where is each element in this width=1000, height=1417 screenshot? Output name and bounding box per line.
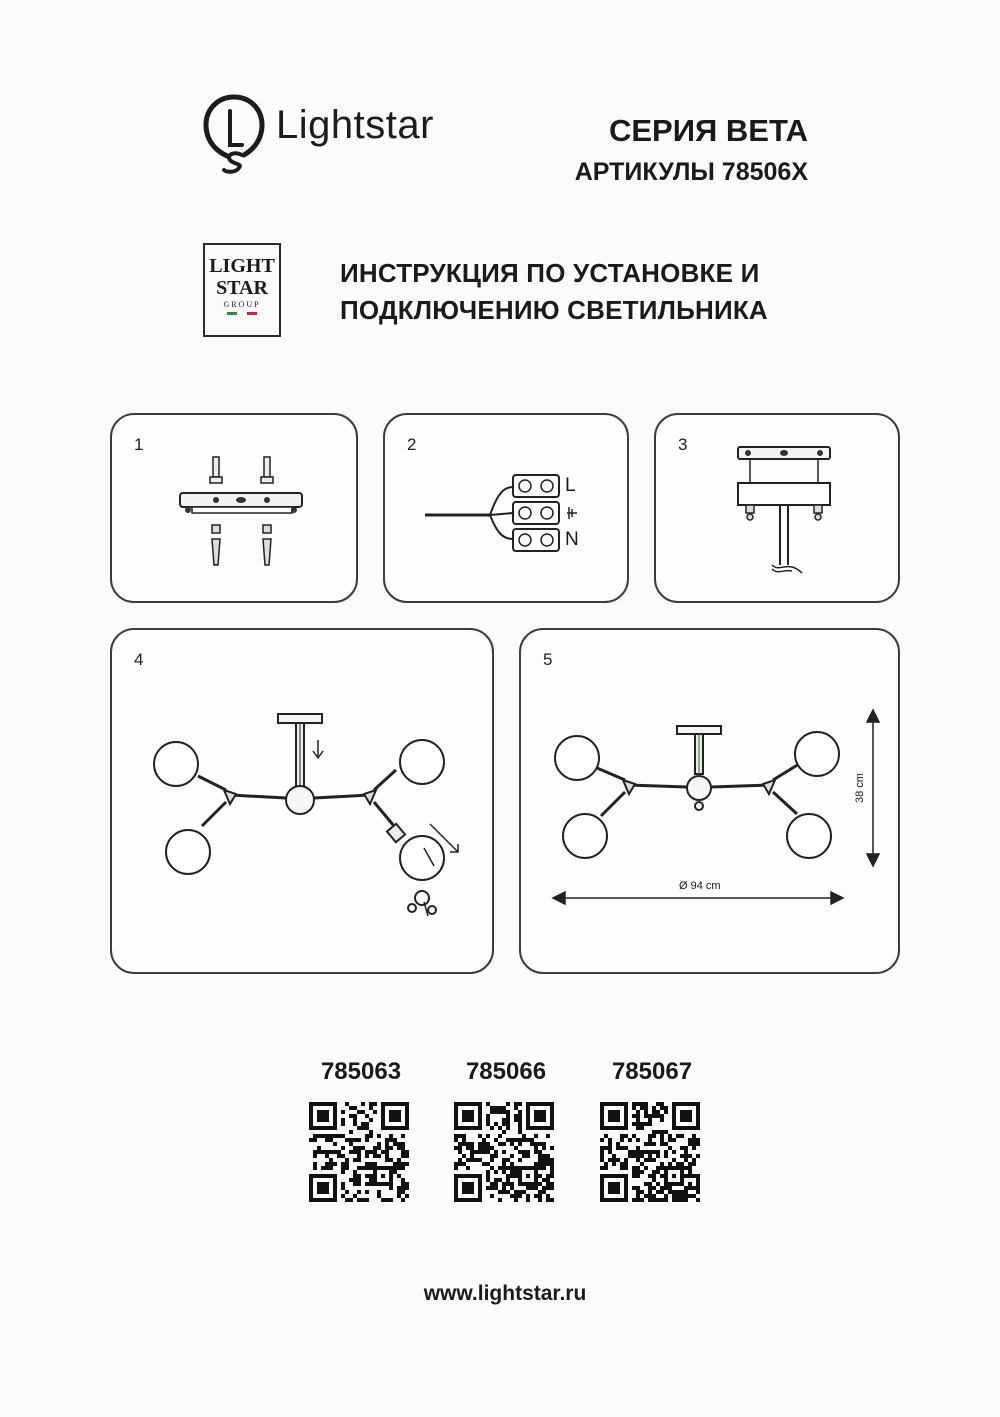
bulb-logo-icon xyxy=(200,93,270,175)
instruction-title-line2: ПОДКЛЮЧЕНИЮ СВЕТИЛЬНИКА xyxy=(340,295,768,325)
step-number: 2 xyxy=(407,435,417,454)
group-logo-stripe xyxy=(227,312,257,315)
step-panel-2 xyxy=(383,413,629,603)
group-logo-line2: STAR xyxy=(216,277,268,299)
brand-name: Lightstar xyxy=(276,103,434,147)
qr-code-icon[interactable] xyxy=(454,1102,554,1202)
article-code: 785066 xyxy=(465,1058,547,1085)
height-dimension-label: 38 cm xyxy=(853,773,866,803)
step-number: 3 xyxy=(678,435,688,454)
qr-code-icon[interactable] xyxy=(309,1102,409,1202)
step-number: 4 xyxy=(134,650,144,669)
terminal-label-l: L xyxy=(565,475,576,496)
qr-code-icon[interactable] xyxy=(600,1102,700,1202)
mounting-bracket-diagram xyxy=(112,415,360,605)
article-code: 785063 xyxy=(320,1058,402,1085)
shade-assembly-diagram xyxy=(112,630,496,976)
terminal-label-n: N xyxy=(565,529,579,550)
step-number: 5 xyxy=(543,650,553,669)
ground-icon xyxy=(567,507,577,519)
width-dimension-label: Ø 94 cm xyxy=(679,880,721,892)
step-panel-3 xyxy=(654,413,900,603)
canopy-mounting-diagram xyxy=(656,415,902,605)
step-panel-4 xyxy=(110,628,494,974)
wiring-diagram xyxy=(385,415,631,605)
step-number: 1 xyxy=(134,435,144,454)
group-logo xyxy=(203,243,281,337)
website-link[interactable]: www.lightstar.ru xyxy=(423,1282,587,1305)
group-logo-line3: GROUP xyxy=(223,300,261,309)
series-title: СЕРИЯ BETA xyxy=(608,113,808,148)
step-panel-1 xyxy=(110,413,358,603)
articles-title: АРТИКУЛЫ 78506X xyxy=(574,158,808,186)
dimensions-diagram xyxy=(521,630,902,976)
instruction-title-line1: ИНСТРУКЦИЯ ПО УСТАНОВКЕ И xyxy=(340,258,760,288)
step-panel-5 xyxy=(519,628,900,974)
article-code: 785067 xyxy=(611,1058,693,1085)
group-logo-line1: LIGHT xyxy=(209,255,275,277)
